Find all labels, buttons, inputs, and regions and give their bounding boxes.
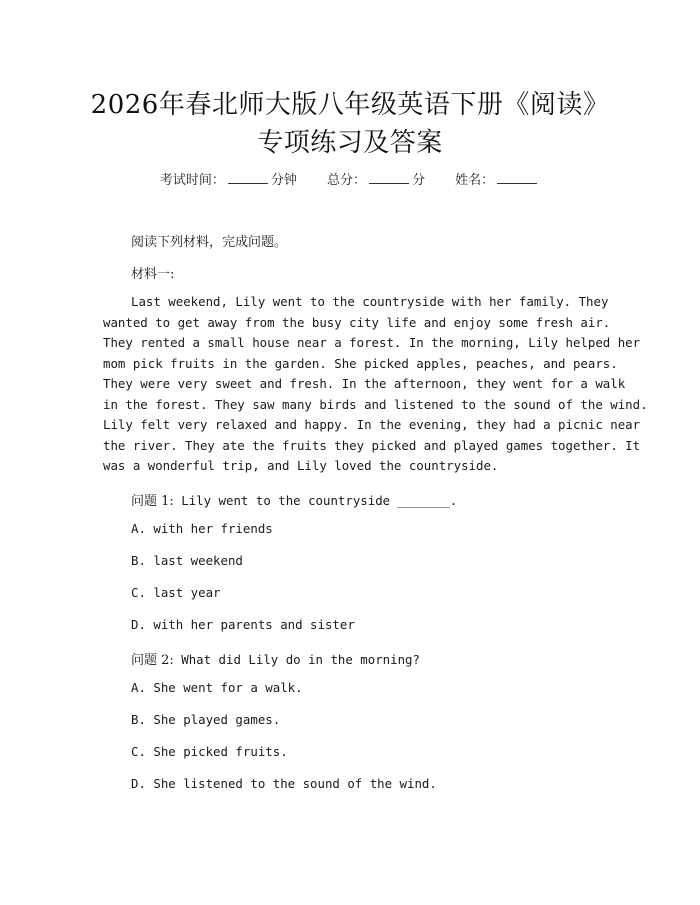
question-2-option-b: B. She played games. (131, 712, 281, 727)
question-2-prefix: 问题 2: (131, 653, 174, 668)
question-2-option-d: D. She listened to the sound of the wind. (131, 776, 437, 791)
passage-line: They rented a small house near a forest. In the morning, Lily helped her (103, 335, 641, 350)
exam-time-label: 考试时间： (159, 173, 225, 188)
question-1-option-d: D. with her parents and sister (131, 617, 355, 632)
exam-time-field (160, 169, 297, 188)
page-title-line-1: 2026年春北师大版八年级英语下册《阅读》 (90, 90, 610, 120)
page-title-line-2: 专项练习及答案 (257, 128, 443, 158)
passage-line: was a wonderful trip, and Lily loved the countryside. (103, 458, 499, 473)
passage-line: They were very sweet and fresh. In the afternoon, they went for a walk (103, 376, 626, 391)
reading-instruction: 阅读下列材料，完成问题。 (131, 235, 288, 250)
total-score-blank (369, 171, 409, 184)
exam-time-unit: 分钟 (270, 173, 297, 188)
question-1-prefix: 问题 1: (131, 494, 174, 509)
reading-passage (103, 292, 648, 477)
exam-time-blank (228, 171, 268, 184)
total-score-field (327, 169, 425, 188)
exam-info-row (0, 169, 700, 188)
question-2-option-a: A. She went for a walk. (131, 680, 303, 695)
passage-line: in the forest. They saw many birds and listened to the sound of the wind. (103, 396, 648, 412)
passage-line: the river. They ate the fruits they picked and played games together. It (103, 437, 641, 453)
passage-line: Last weekend, Lily went to the countryside with her family. They (131, 294, 609, 309)
material-label: 材料一: (131, 267, 175, 282)
question-1-text: Lily went to the countryside _______. (173, 493, 458, 508)
question-1-option-c: C. last year (131, 585, 221, 600)
question-2 (131, 649, 420, 668)
total-score-unit: 分 (412, 173, 426, 188)
passage-line: Lily felt very relaxed and happy. In the evening, they had a picnic near (103, 417, 641, 432)
question-1-option-a: A. with her friends (131, 521, 273, 536)
passage-line: wanted to get away from the busy city life and enjoy some fresh air. (103, 314, 611, 330)
question-1-option-b: B. last weekend (131, 553, 243, 568)
question-2-text: What did Lily do in the morning? (173, 652, 420, 667)
total-score-label: 总分： (326, 173, 366, 188)
student-name-blank (497, 171, 537, 184)
question-1 (131, 490, 457, 509)
student-name-field (455, 169, 540, 188)
passage-line: mom pick fruits in the garden. She picked apples, peaches, and pears. (103, 355, 618, 371)
question-2-option-c: C. She picked fruits. (131, 744, 288, 759)
student-name-label: 姓名： (455, 173, 495, 188)
